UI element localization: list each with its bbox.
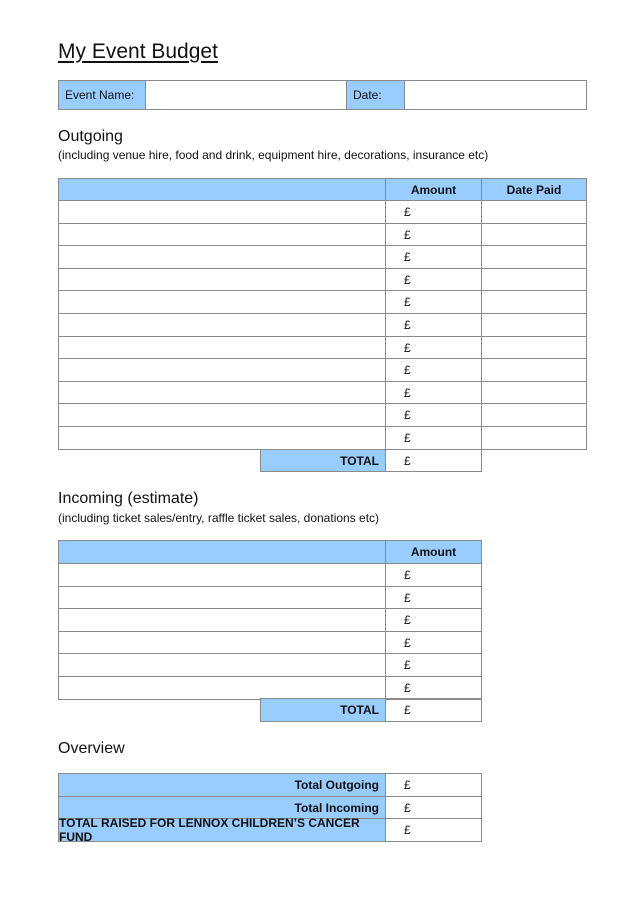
outgoing-total-label: TOTAL <box>260 449 386 472</box>
incoming-header-item <box>58 540 386 564</box>
overview-total-incoming-value[interactable]: £ <box>385 796 482 819</box>
outgoing-amount-cell[interactable]: £ <box>385 268 482 291</box>
incoming-item-cell[interactable] <box>58 563 386 587</box>
outgoing-date-paid-cell[interactable] <box>481 403 587 427</box>
outgoing-date-paid-cell[interactable] <box>481 200 587 224</box>
incoming-item-cell[interactable] <box>58 631 386 654</box>
outgoing-amount-cell[interactable]: £ <box>385 245 482 269</box>
incoming-item-cell[interactable] <box>58 586 386 609</box>
incoming-total-label: TOTAL <box>260 698 386 722</box>
date-label: Date: <box>346 80 405 110</box>
outgoing-item-cell[interactable] <box>58 313 386 337</box>
outgoing-item-cell[interactable] <box>58 381 386 404</box>
incoming-item-cell[interactable] <box>58 608 386 632</box>
incoming-amount-cell[interactable]: £ <box>385 676 482 700</box>
outgoing-amount-cell[interactable]: £ <box>385 426 482 450</box>
outgoing-item-cell[interactable] <box>58 403 386 427</box>
outgoing-total-value[interactable]: £ <box>385 449 482 472</box>
overview-total-raised-value[interactable]: £ <box>385 818 482 842</box>
overview-total-outgoing-value[interactable]: £ <box>385 773 482 797</box>
outgoing-item-cell[interactable] <box>58 268 386 291</box>
outgoing-item-cell[interactable] <box>58 290 386 314</box>
outgoing-header-date-paid: Date Paid <box>481 178 587 201</box>
outgoing-item-cell[interactable] <box>58 336 386 359</box>
outgoing-heading: Outgoing <box>58 128 123 145</box>
incoming-amount-cell[interactable]: £ <box>385 586 482 609</box>
outgoing-item-cell[interactable] <box>58 200 386 224</box>
incoming-amount-cell[interactable]: £ <box>385 631 482 654</box>
overview-total-raised-label: TOTAL RAISED FOR LENNOX CHILDREN’S CANCER FUND <box>58 818 386 842</box>
incoming-amount-cell[interactable]: £ <box>385 608 482 632</box>
outgoing-date-paid-cell[interactable] <box>481 268 587 291</box>
incoming-amount-cell[interactable]: £ <box>385 563 482 587</box>
outgoing-amount-cell[interactable]: £ <box>385 381 482 404</box>
outgoing-amount-cell[interactable]: £ <box>385 403 482 427</box>
outgoing-date-paid-cell[interactable] <box>481 313 587 337</box>
overview-total-outgoing-label: Total Outgoing <box>58 773 386 797</box>
outgoing-item-cell[interactable] <box>58 223 386 246</box>
overview-total-incoming-label: Total Incoming <box>58 796 386 819</box>
outgoing-amount-cell[interactable]: £ <box>385 336 482 359</box>
incoming-amount-cell[interactable]: £ <box>385 653 482 677</box>
outgoing-date-paid-cell[interactable] <box>481 358 587 382</box>
incoming-subheading: (including ticket sales/entry, raffle ticket sales, donations etc) <box>58 511 380 525</box>
outgoing-header-amount: Amount <box>385 178 482 201</box>
outgoing-amount-cell[interactable]: £ <box>385 290 482 314</box>
outgoing-amount-cell[interactable]: £ <box>385 358 482 382</box>
incoming-header-amount: Amount <box>385 540 482 564</box>
incoming-item-cell[interactable] <box>58 676 386 700</box>
incoming-item-cell[interactable] <box>58 653 386 677</box>
event-name-field[interactable] <box>145 80 347 110</box>
outgoing-date-paid-cell[interactable] <box>481 245 587 269</box>
outgoing-amount-cell[interactable]: £ <box>385 313 482 337</box>
outgoing-date-paid-cell[interactable] <box>481 381 587 404</box>
outgoing-date-paid-cell[interactable] <box>481 336 587 359</box>
overview-heading: Overview <box>58 740 125 757</box>
outgoing-item-cell[interactable] <box>58 358 386 382</box>
outgoing-item-cell[interactable] <box>58 245 386 269</box>
outgoing-amount-cell[interactable]: £ <box>385 223 482 246</box>
outgoing-date-paid-cell[interactable] <box>481 223 587 246</box>
outgoing-date-paid-cell[interactable] <box>481 290 587 314</box>
outgoing-date-paid-cell[interactable] <box>481 426 587 450</box>
outgoing-amount-cell[interactable]: £ <box>385 200 482 224</box>
page-title: My Event Budget <box>58 40 218 63</box>
incoming-heading: Incoming (estimate) <box>58 490 199 507</box>
date-field[interactable] <box>404 80 587 110</box>
event-name-label: Event Name: <box>58 80 146 110</box>
outgoing-item-cell[interactable] <box>58 426 386 450</box>
outgoing-subheading: (including venue hire, food and drink, equipment hire, decorations, insurance etc) <box>58 148 489 162</box>
outgoing-header-item <box>58 178 386 201</box>
incoming-total-value[interactable]: £ <box>385 698 482 722</box>
